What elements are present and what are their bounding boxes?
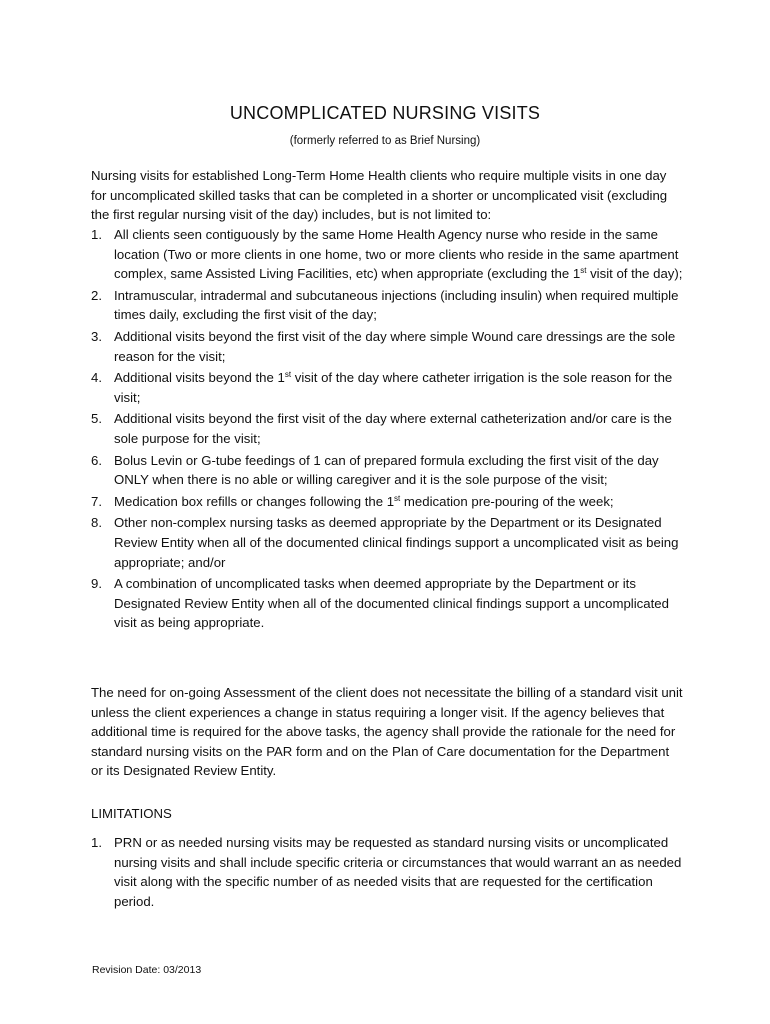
document-subtitle: (formerly referred to as Brief Nursing) [289,135,481,147]
list-item-number: 1. [91,227,102,242]
list-item [91,225,683,284]
intro-paragraph: Nursing visits for established Long-Term Home Health clients who require multiple visits in one day for uncomplicated skilled tasks that can be completed in a shorter or uncomplicated visit (excluding the first regular nursing visit of the day) includes, but is not limited to: [91,168,668,223]
task-list-block [91,225,683,635]
list-item-text: Additional visits beyond the first visit of the day where external catheterization and/or care is the sole purpose for the visit; [114,411,672,446]
list-item-text: Intramuscular, intradermal and subcutaneous injections (including insulin) when required multiple times daily, excluding the first visit of the day; [114,287,679,323]
limitations-list [91,833,683,911]
ordinal-suffix: st [394,493,401,503]
list-item [91,409,683,448]
list-item-text-continued: visit of the day where catheter irrigation is the sole reason for the visit; [114,370,673,405]
list-item-number: 2. [91,287,102,303]
list-item-text: Additional visits beyond the first visit of the day where simple Wound care dressings are the sole reason for the visit; [114,328,676,364]
assessment-paragraph: The need for on-going Assessment of the client does not necessitate the billing of a standard visit unit unless the client experiences a change in status requiring a longer visit. If the agency believes that additional time is required for the above tasks, the agency shall provide the rationale for the need for standard nursing visits on the PAR form and on the Plan of Care documentation for the Department or its Designated Review Entity. [91,685,683,779]
list-item [91,327,683,366]
document-title: UNCOMPLICATED NURSING VISITS [229,103,541,123]
list-item-number: 7. [91,493,102,509]
list-item-text: All clients seen contiguously by the same Home Health Agency nurse who reside in the same location (Two or more clients in one home, two or more clients who reside in the same apartment complex, same Assisted Living Facilities, etc) when appropriate (excluding the 1 [114,227,679,282]
limitation-item [91,833,683,911]
list-item-text: Other non-complex nursing tasks as deemed appropriate by the Department or its Designated Review Entity when all of the documented clinical findings support a uncomplicated visit as being appropriate; and/or [114,515,679,570]
list-item-text: A combination of uncomplicated tasks when deemed appropriate by the Department or its Designated Review Entity when all of the documented clinical findings support a uncomplicated visit as being appropriate. [114,576,669,631]
list-item-text: Additional visits beyond the 1 [114,370,285,386]
list-item-number: 3. [91,328,102,344]
list-item-text-continued: visit of the day); [586,266,683,282]
list-item-text: Medication box refills or changes following the 1 [114,493,395,509]
list-item-text: Bolus Levin or G-tube feedings of 1 can of prepared formula excluding the first visit of the day ONLY when there is no able or willing caregiver and it is the sole purpose of the visit; [114,452,659,488]
ordinal-suffix: st [580,266,587,276]
list-item-number: 4. [91,370,102,386]
task-list [91,225,683,633]
list-item-number: 5. [91,411,102,427]
list-item [91,492,683,512]
list-item-number: 9. [91,576,102,592]
ordinal-suffix: st [284,370,292,380]
list-item-text-continued: medication pre-pouring of the week; [400,493,614,509]
revision-date: Revision Date: 03/2013 [92,964,202,976]
list-item [91,368,683,407]
list-item [91,513,683,572]
list-item [91,574,683,633]
limitations-heading: LIMITATIONS [91,806,172,821]
list-item [91,286,683,325]
list-item-number: 6. [91,452,102,468]
limitations-list-block [91,833,683,913]
limitation-text: PRN or as needed nursing visits may be requested as standard nursing visits or uncomplicated nursing visits and shall include specific criteria or circumstances that would warrant an as needed visit along with the specific number of as needed visits that are requested for the certification period. [114,835,682,909]
list-item-number: 1. [91,835,102,850]
list-item-number: 8. [91,515,102,531]
list-item [91,451,683,490]
